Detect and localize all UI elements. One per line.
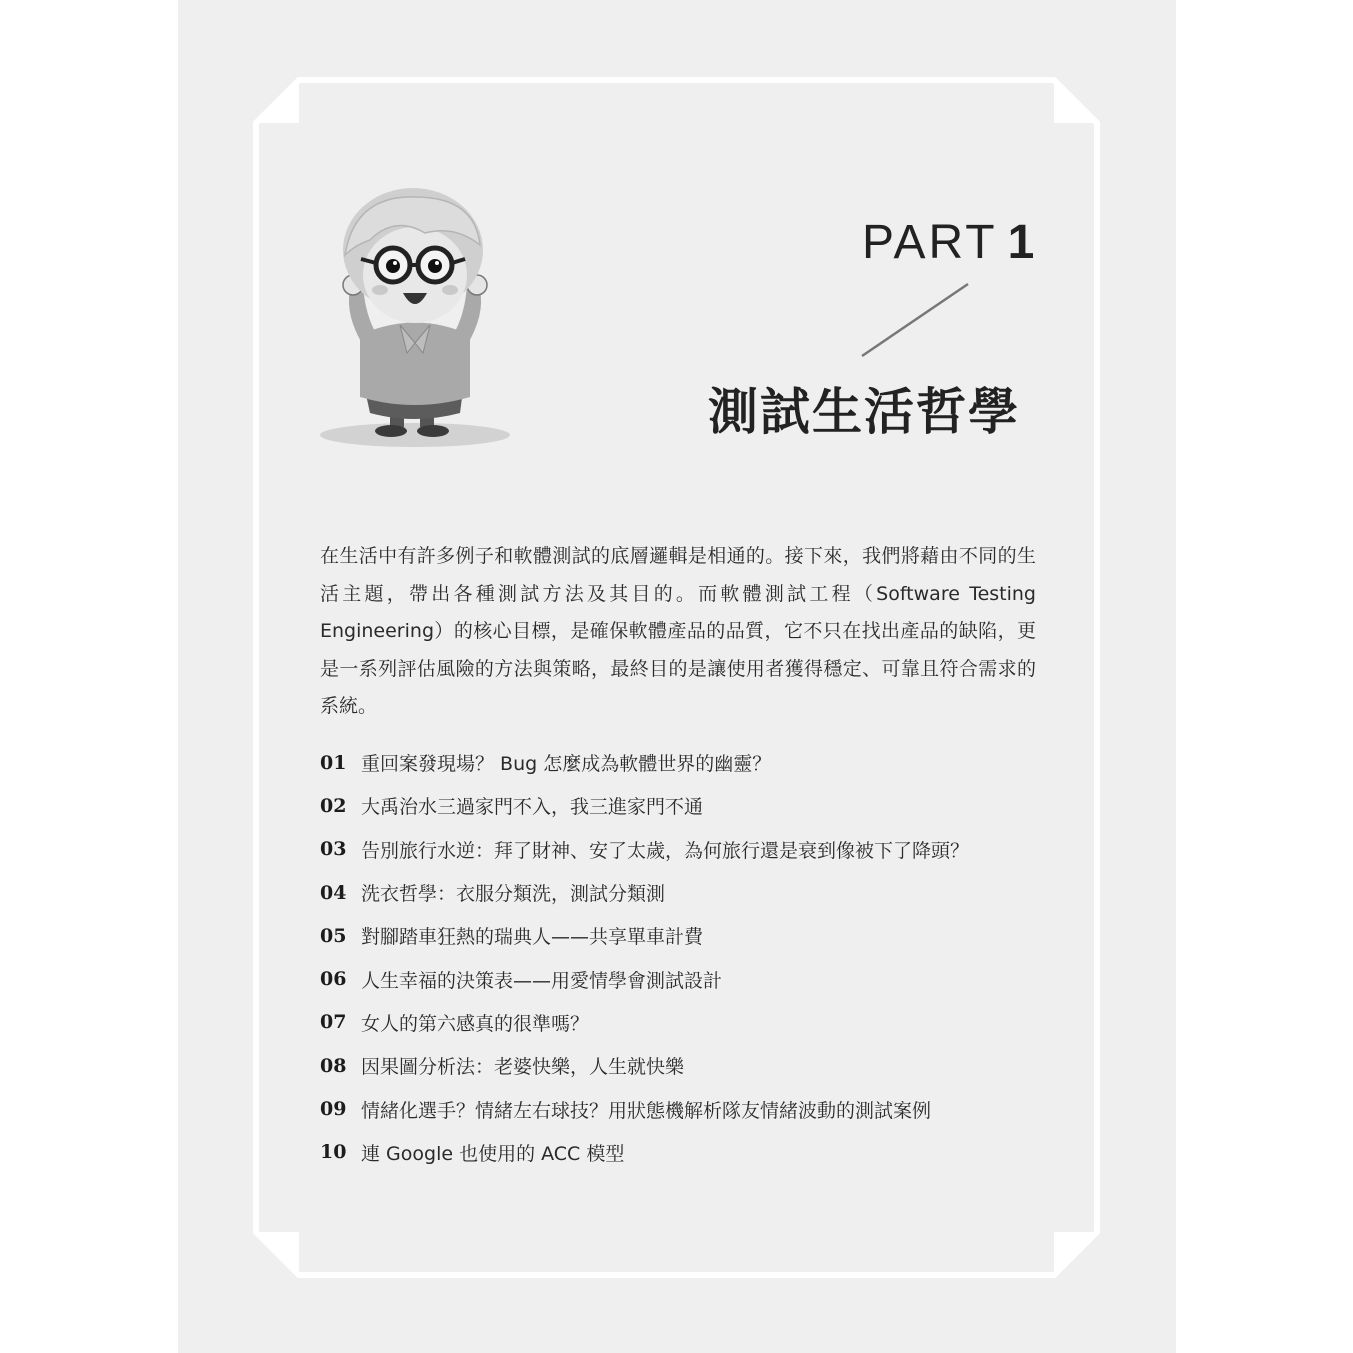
intro-paragraph: 在生活中有許多例子和軟體測試的底層邏輯是相通的。接下來，我們將藉由不同的生活主題，帶出各種測試方法及其目的。而軟體測試工程（Software Testing Engineering）的核心目標，是確保軟體產品的品質，它不只在找出產品的缺陷，更是一系列評估風險的方法與策略，最終目的是讓使用者獲得穩定、可靠且符合需求的系統。 — [320, 545, 1036, 717]
chapter-item — [320, 957, 1060, 1000]
chapter-title: 人生幸福的決策表——用愛情學會測試設計 — [361, 969, 723, 992]
chapter-number: 05 — [320, 924, 347, 947]
chapter-title: 情緒化選手？情緒左右球技？用狀態機解析隊友情緒波動的測試案例 — [361, 1099, 932, 1122]
chapter-number: 10 — [320, 1141, 347, 1164]
chapter-item — [320, 1131, 1060, 1174]
chapter-number: 03 — [320, 838, 347, 861]
chapter-item — [320, 1044, 1060, 1087]
chapter-title: 告別旅行水逆：拜了財神、安了太歲，為何旅行還是衰到像被下了降頭？ — [361, 839, 970, 862]
chapter-title: 因果圖分析法：老婆快樂，人生就快樂 — [361, 1056, 685, 1079]
chapter-number: 09 — [320, 1098, 347, 1121]
chapter-title: 洗衣哲學：衣服分類洗，測試分類測 — [361, 883, 666, 906]
part-label: PART — [862, 216, 998, 269]
chapter-number: 01 — [320, 751, 347, 774]
chapter-number: 02 — [320, 794, 347, 817]
chapter-item — [320, 1087, 1060, 1130]
part-heading — [862, 215, 1037, 270]
chapter-number: 08 — [320, 1054, 347, 1077]
chapter-title: 重回案發現場？ Bug 怎麼成為軟體世界的幽靈？ — [361, 753, 772, 776]
chapter-title: 對腳踏車狂熱的瑞典人——共享單車計費 — [361, 926, 704, 949]
part-title: 測試生活哲學 — [708, 383, 1020, 441]
chapter-item — [320, 784, 1060, 827]
heading-slash-decoration — [858, 280, 973, 360]
chapter-number: 04 — [320, 881, 347, 904]
chapter-list — [320, 741, 1060, 1174]
chapter-item — [320, 914, 1060, 957]
chapter-item — [320, 1001, 1060, 1044]
chapter-title: 連 Google 也使用的 ACC 模型 — [361, 1142, 625, 1165]
chapter-item — [320, 828, 1060, 871]
chapter-title: 大禹治水三過家門不入，我三進家門不通 — [361, 796, 704, 819]
chapter-title: 女人的第六感真的很準嗎？ — [361, 1012, 590, 1035]
chapter-number: 06 — [320, 968, 347, 991]
chapter-item — [320, 741, 1060, 784]
chapter-number: 07 — [320, 1011, 347, 1034]
mascot-illustration — [315, 185, 515, 450]
part-number: 1 — [1007, 216, 1038, 269]
chapter-item — [320, 871, 1060, 914]
